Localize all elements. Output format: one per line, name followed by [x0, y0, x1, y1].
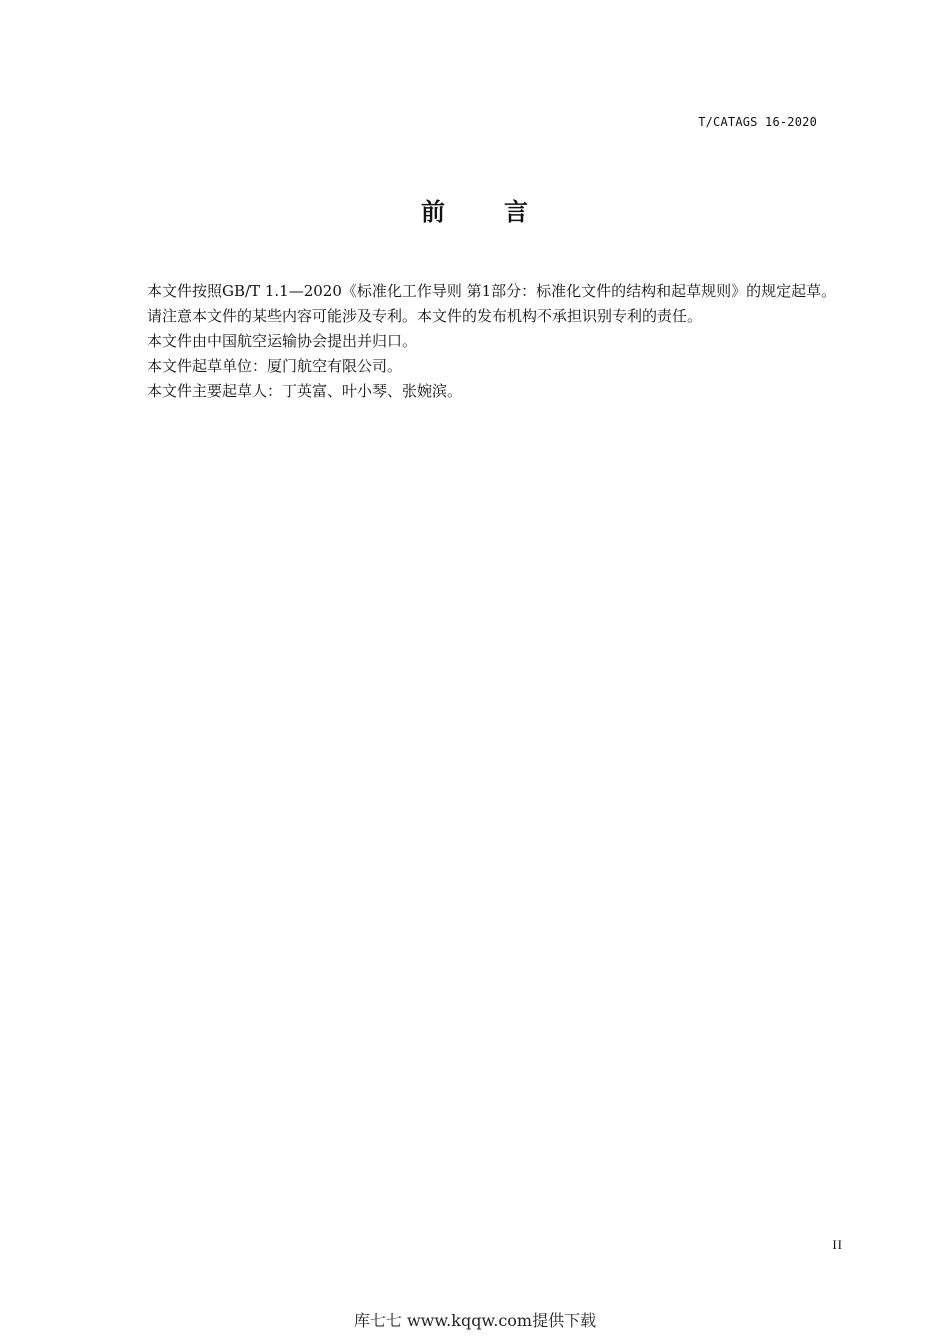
- paragraph-drafters: 本文件主要起草人：丁英富、叶小琴、张婉滨。: [147, 382, 463, 400]
- paragraph-drafting-rules: 本文件按照GB/T 1.1—2020《标准化工作导则 第1部分：标准化文件的结构和起草规则》的规定起草。: [147, 282, 837, 300]
- title-char-1: 前: [421, 198, 446, 226]
- page-number: II: [832, 1237, 843, 1252]
- paragraph-drafting-unit: 本文件起草单位：厦门航空有限公司。: [147, 357, 403, 375]
- section-title: [0, 192, 950, 227]
- download-credit: 库七七 www.kqqw.com提供下载: [353, 1311, 597, 1330]
- document-code: T/CATAGS 16-2020: [698, 115, 817, 129]
- title-char-2: 言: [504, 198, 529, 226]
- foreword-body: [113, 279, 863, 404]
- paragraph-proposer: 本文件由中国航空运输协会提出并归口。: [147, 332, 418, 350]
- paragraph-patent-notice: 请注意本文件的某些内容可能涉及专利。本文件的发布机构不承担识别专利的责任。: [147, 307, 703, 325]
